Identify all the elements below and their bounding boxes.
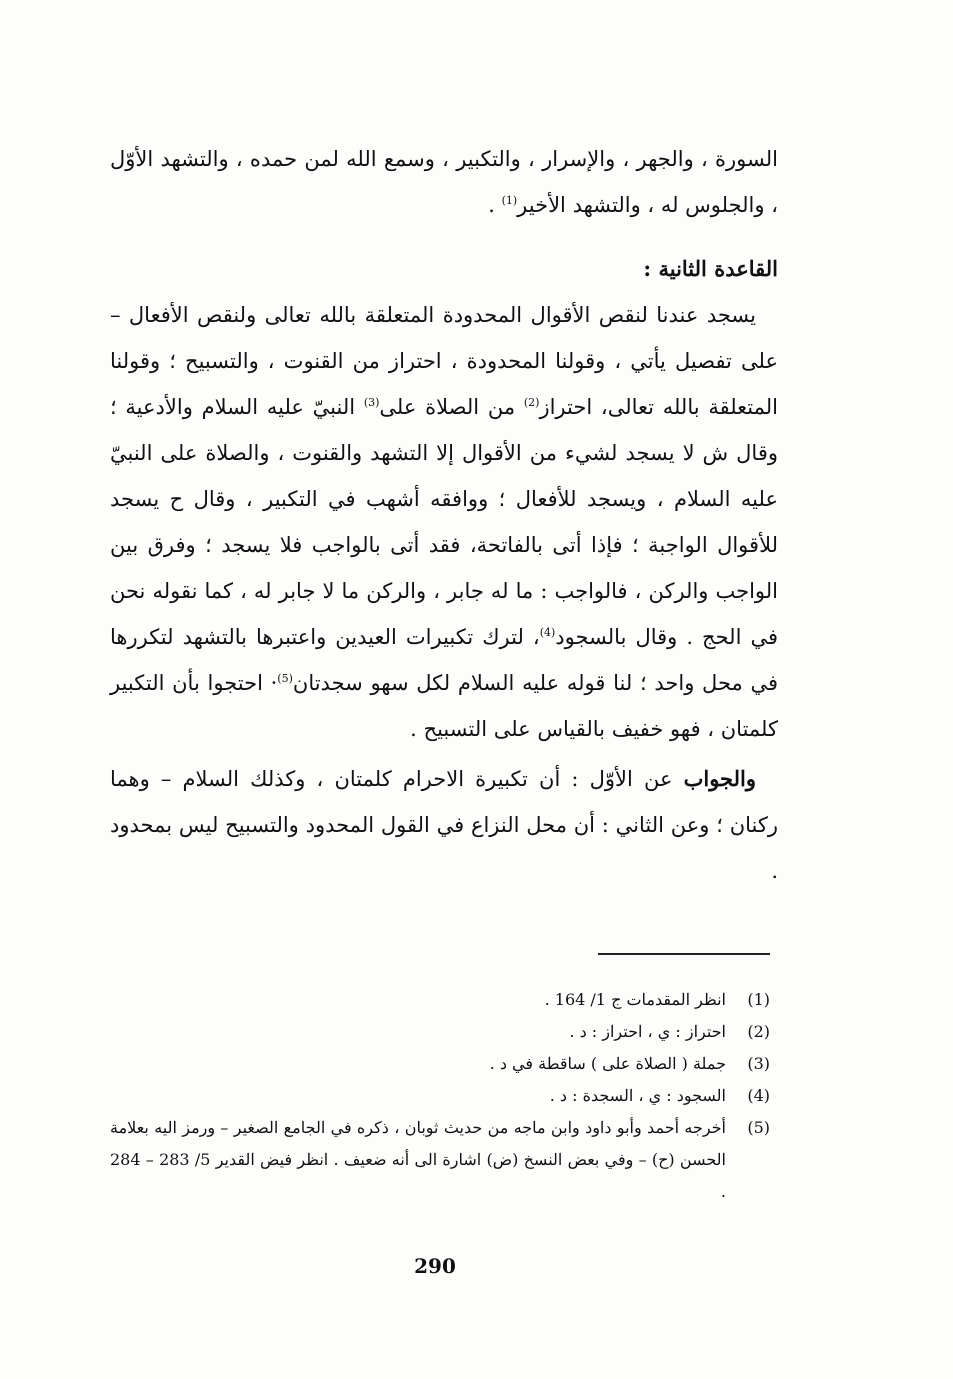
- answer-text: عن الأوّل : أن تكبيرة الاحرام كلمتان ، وكذلك السلام – وهما ركنان ؛ وعن الثاني : أن محل النزاع في القول المحدود والتسبيح ليس بمحدود .: [110, 767, 778, 883]
- footnote-number: (1): [747, 990, 770, 1009]
- answer-paragraph: [110, 756, 778, 894]
- rule2-part-1: يسجد عندنا لنقص الأقوال المحدودة المتعلقة بالله تعالى ولنقص الأفعال – على تفصيل يأتي ، وقولنا المحدودة ، احتراز من القنوت ، والتسبيح ؛ وقولنا المتعلقة بالله تعالى، احتراز: [110, 303, 778, 419]
- intro-tail: .: [488, 193, 502, 217]
- footnote-ref-2: (2): [523, 396, 540, 409]
- rule2-part-4: ، لترك تكبيرات العيدين واعتبرها بالتشهد لتكررها في محل واحد ؛ لنا قوله عليه السلام لكل سهو سجدتان: [110, 625, 779, 695]
- intro-text: السورة ، والجهر ، والإسرار ، والتكبير ، وسمع الله لمن حمده ، والتشهد الأوّل ، والجلوس له ، والتشهد الأخير: [110, 147, 778, 217]
- answer-lead: والجواب: [683, 766, 756, 791]
- footnote-text: جملة ( الصلاة على ) ساقطة في د .: [489, 1054, 726, 1073]
- rule2-paragraph: [110, 292, 778, 752]
- footnote-number: (2): [747, 1022, 770, 1041]
- footnote-ref-3: (3): [363, 396, 380, 409]
- footnote-item: [110, 1048, 770, 1080]
- footnote-divider: [598, 953, 770, 955]
- footnote-ref-1: (1): [501, 194, 518, 207]
- footnote-text: أخرجه أحمد وأبو داود وابن ماجه من حديث ثوبان ، ذكره في الجامع الصغير – ورمز اليه بعلامة الحسن (ح) – وفي بعض النسخ (ض) اشارة الى أنه ضعيف . انظر فيض القدير 5/ 283 – 284 .: [110, 1118, 727, 1201]
- footnote-item: [110, 1080, 770, 1112]
- footnote-ref-4: (4): [539, 626, 556, 639]
- rule2-part-5: · احتجوا بأن التكبير كلمتان ، فهو خفيف بالقياس على التسبيح .: [110, 671, 778, 741]
- footnotes-list: [110, 984, 770, 1208]
- rule2-part-3: النبيّ عليه السلام والأدعية ؛ وقال ش لا يسجد لشيء من الأقوال إلا التشهد والقنوت ، والصلاة على النبيّ عليه السلام ، ويسجد للأفعال ؛ ووافقه أشهب في التكبير ، وقال ح يسجد للأقوال الواجبة ؛ فإذا أتى بالفاتحة، فقد أتى بالواجب فلا يسجد ؛ وفرق بين الواجب والركن ، فالواجب : ما له جابر ، والركن ما لا جابر له ، كما نقوله نحن في الحج . وقال بالسجود: [110, 395, 778, 649]
- rule2-part-2: من الصلاة على: [379, 395, 524, 419]
- footnote-text: احتراز : ي ، احتراز : د .: [569, 1022, 726, 1041]
- intro-paragraph: [110, 136, 778, 228]
- page-number: 290: [414, 1254, 456, 1278]
- footnote-text: السجود : ي ، السجدة : د .: [549, 1086, 726, 1105]
- footnote-ref-5: (5): [277, 672, 293, 685]
- footnote-number: (3): [747, 1054, 770, 1073]
- footnote-number: (4): [747, 1086, 770, 1105]
- footnote-item: [110, 1112, 770, 1208]
- footnote-item: [110, 1016, 770, 1048]
- footnote-item: [110, 984, 770, 1016]
- section-heading: القاعدة الثانية :: [643, 256, 778, 281]
- footnote-number: (5): [747, 1118, 770, 1137]
- footnote-text: انظر المقدمات ج 1/ 164 .: [544, 990, 726, 1009]
